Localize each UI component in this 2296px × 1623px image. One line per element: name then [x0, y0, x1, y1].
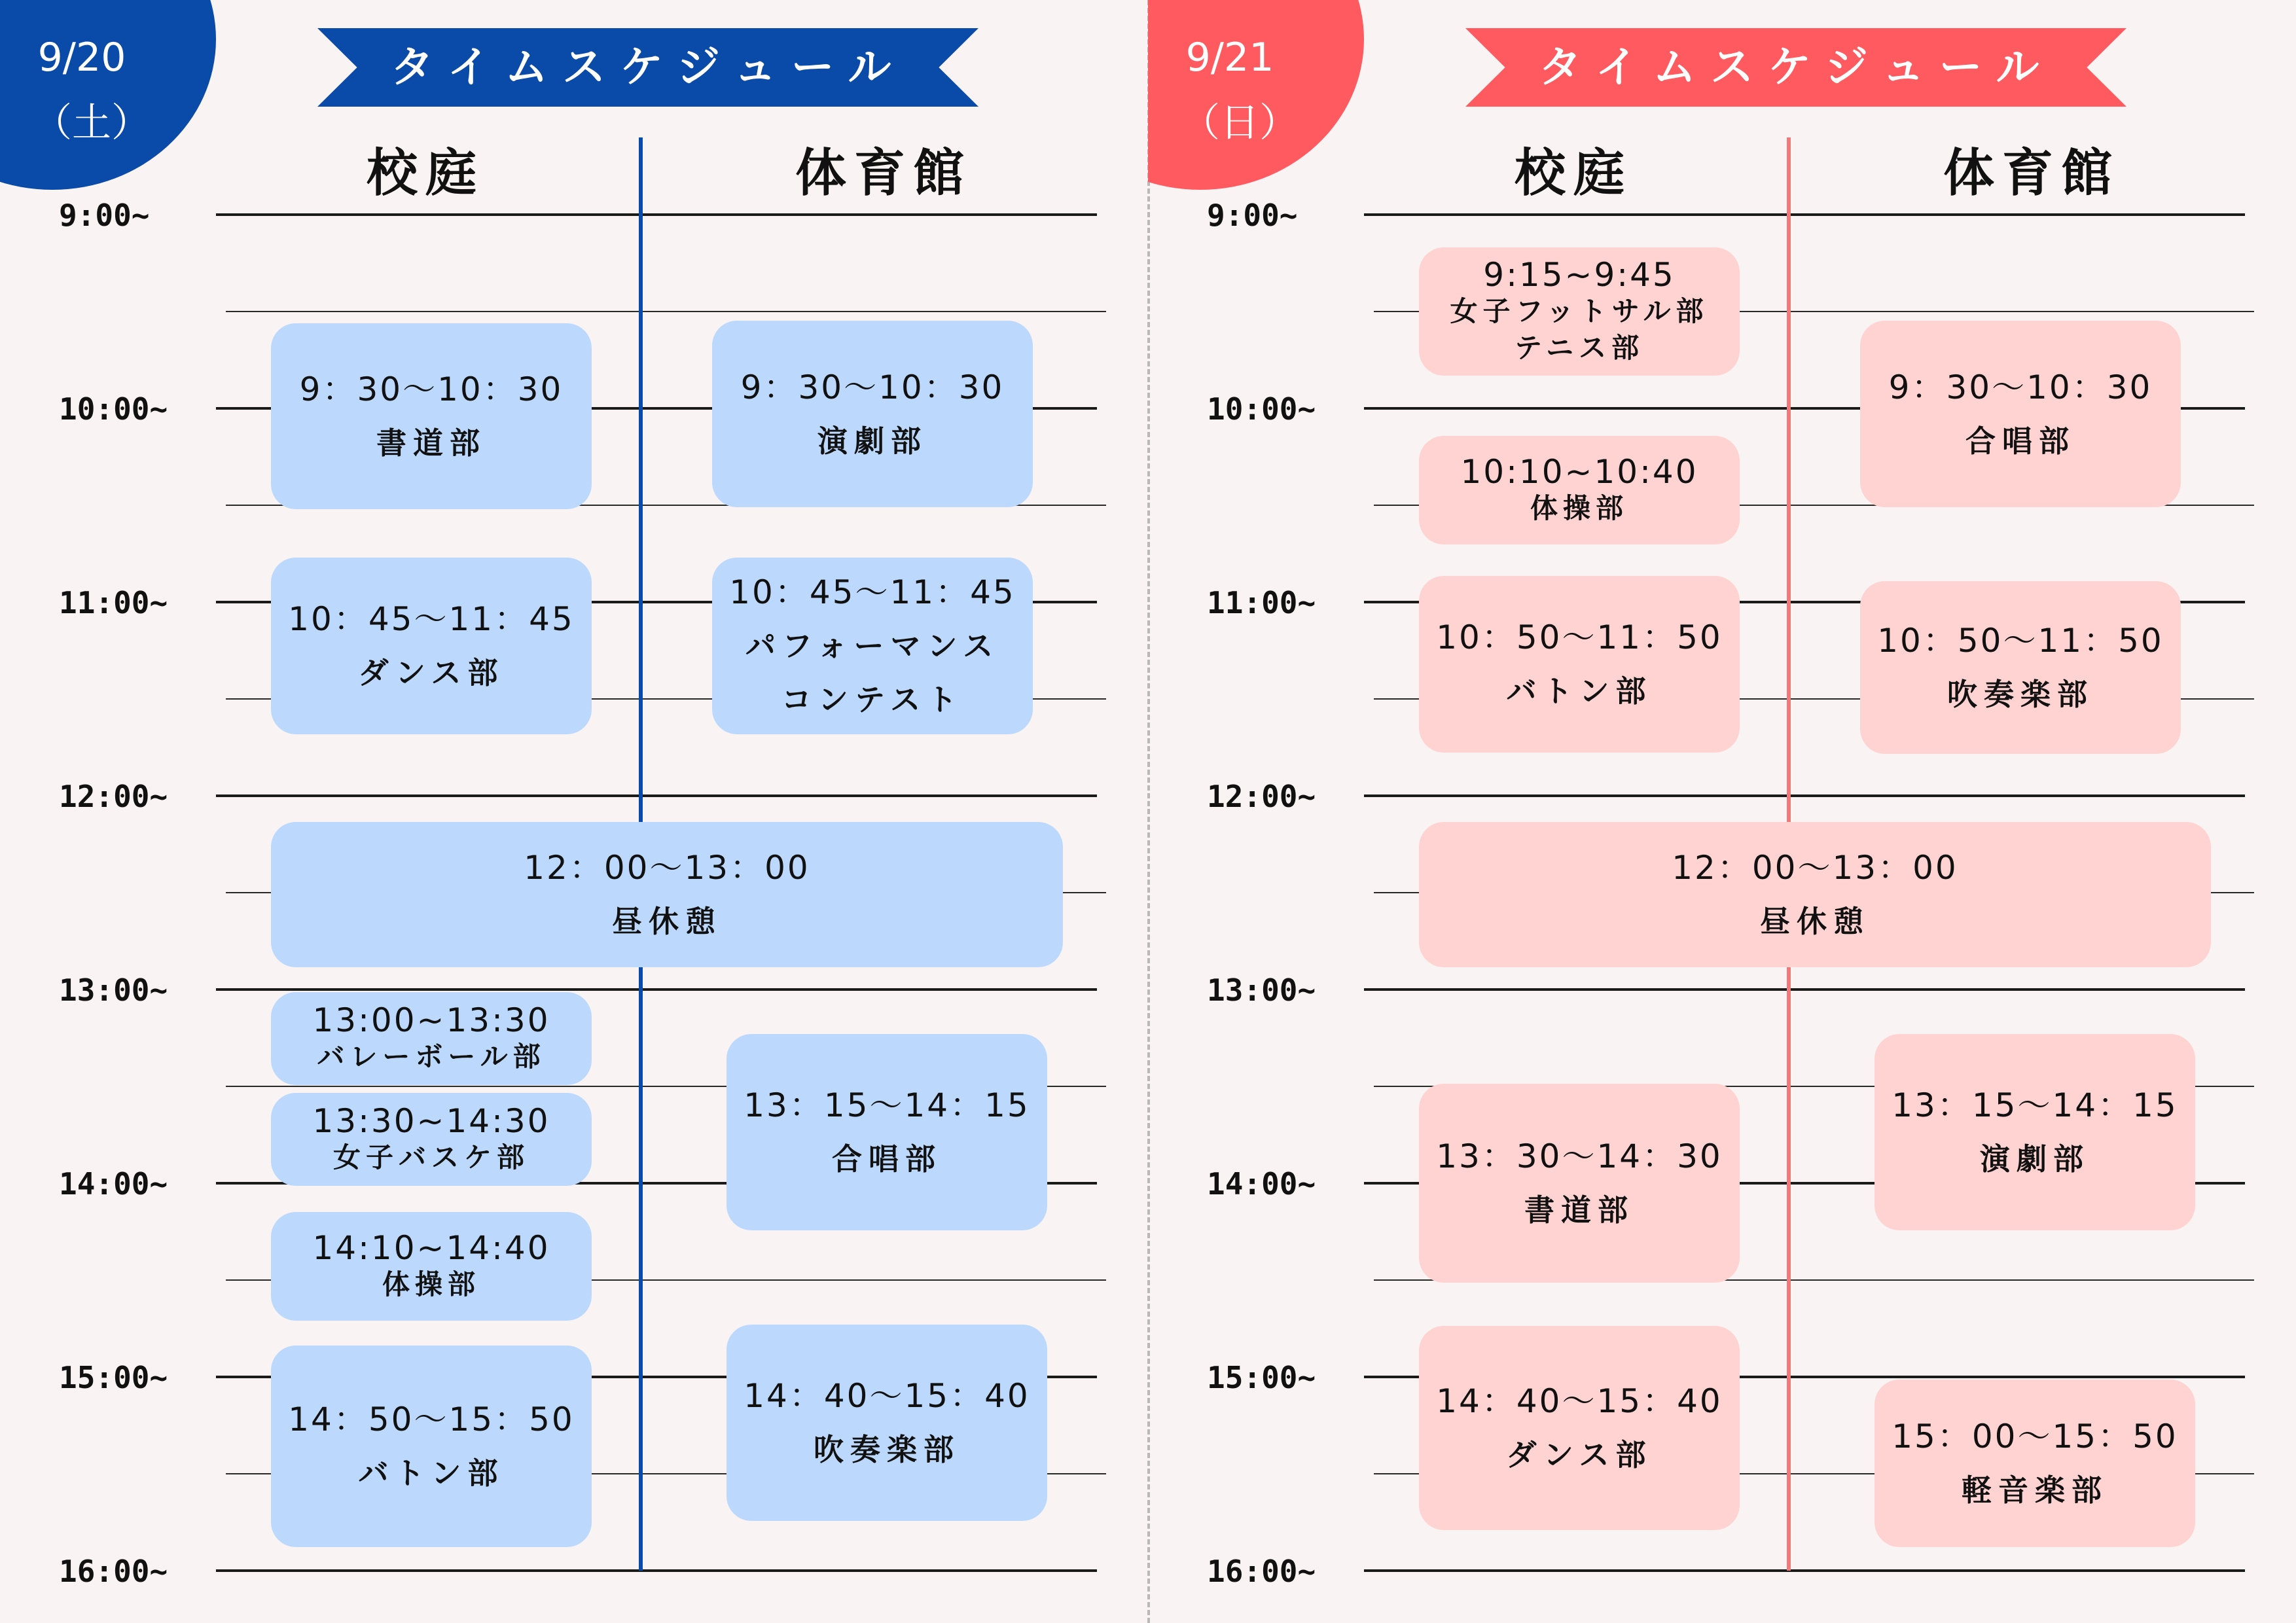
column-header-gym: 体育館 — [795, 143, 973, 203]
event-time: 14：50〜15：50 — [288, 1400, 575, 1438]
event-block — [1860, 321, 2181, 507]
event-name: 女子バスケ部 — [332, 1141, 529, 1173]
time-label: 15:00~ — [1207, 1360, 1316, 1395]
event-block — [1419, 247, 1740, 376]
event-name: 吹奏楽部 — [1947, 677, 2094, 712]
event-block — [726, 1034, 1047, 1230]
event-block — [1874, 1380, 2195, 1547]
date-badge — [33, 25, 151, 156]
time-label: 12:00~ — [59, 779, 168, 814]
event-block — [1419, 436, 1740, 544]
event-block — [1419, 1326, 1740, 1530]
hour-line — [1364, 794, 2245, 797]
event-name: 合唱部 — [832, 1141, 942, 1177]
event-time: 13:00~13:30 — [312, 1001, 550, 1039]
event-time: 12：00〜13：00 — [524, 849, 810, 887]
weekday-label: （日） — [1181, 100, 1299, 146]
event-time: 10：45〜11：45 — [729, 573, 1016, 611]
event-name: 書道部 — [1524, 1192, 1634, 1228]
time-label: 14:00~ — [1207, 1166, 1316, 1202]
event-time: 14：40〜15：40 — [744, 1377, 1030, 1415]
event-block — [271, 992, 592, 1085]
event-block — [712, 321, 1033, 507]
time-label: 16:00~ — [59, 1554, 168, 1589]
time-label: 14:00~ — [59, 1166, 168, 1202]
event-time: 13：30〜14：30 — [1436, 1137, 1723, 1175]
event-name: 吹奏楽部 — [814, 1432, 960, 1467]
event-block — [271, 1212, 592, 1321]
event-name: 女子フットサル部 — [1450, 295, 1709, 327]
time-label: 9:00~ — [1207, 198, 1298, 233]
event-time: 10：50〜11：50 — [1877, 622, 2164, 660]
time-label: 13:00~ — [1207, 972, 1316, 1008]
hour-line — [216, 794, 1097, 797]
event-name: 演劇部 — [1980, 1141, 2090, 1177]
time-label: 10:00~ — [59, 391, 168, 427]
event-name: パフォーマンス — [745, 628, 1000, 664]
banner-title: タイムスケジュール — [390, 42, 906, 92]
event-block — [271, 1093, 592, 1186]
time-label: 10:00~ — [1207, 391, 1316, 427]
event-block — [712, 558, 1033, 734]
event-time: 9：30〜10：30 — [740, 368, 1005, 406]
event-block — [1419, 1084, 1740, 1283]
time-label: 12:00~ — [1207, 779, 1316, 814]
weekday-label: （土） — [33, 100, 151, 146]
event-name: 演劇部 — [817, 423, 927, 459]
event-name: 合唱部 — [1965, 423, 2075, 459]
event-time: 13:30~14:30 — [312, 1102, 550, 1140]
half-hour-line — [226, 311, 1106, 312]
event-name: 体操部 — [1530, 492, 1628, 524]
event-name: バトン部 — [1506, 673, 1653, 709]
event-time: 14：40〜15：40 — [1436, 1382, 1723, 1420]
hour-line — [216, 988, 1097, 991]
schedule-panel-day2 — [1148, 0, 2296, 1623]
hour-line — [216, 1569, 1097, 1572]
time-label: 16:00~ — [1207, 1554, 1316, 1589]
event-name: バトン部 — [358, 1455, 505, 1491]
event-time: 13：15〜14：15 — [1892, 1086, 2178, 1124]
event-name: 軽音楽部 — [1962, 1472, 2108, 1508]
column-header-yard: 校庭 — [1515, 143, 1633, 203]
column-header-gym: 体育館 — [1943, 143, 2121, 203]
event-time: 13：15〜14：15 — [744, 1086, 1030, 1124]
hour-line — [1364, 988, 2245, 991]
time-label: 11:00~ — [1207, 585, 1316, 620]
event-time: 9:15~9:45 — [1483, 256, 1676, 294]
event-block — [726, 1325, 1047, 1521]
event-name: バレーボール部 — [317, 1041, 546, 1073]
time-label: 13:00~ — [59, 972, 168, 1008]
banner-title: タイムスケジュール — [1538, 42, 2054, 92]
event-time: 9：30〜10：30 — [299, 370, 564, 408]
event-time: 12：00〜13：00 — [1672, 849, 1958, 887]
column-header-yard: 校庭 — [367, 143, 485, 203]
event-name: ダンス部 — [1506, 1437, 1653, 1472]
event-time: 10:10~10:40 — [1460, 453, 1698, 491]
hour-line — [1364, 213, 2245, 216]
event-name: 体操部 — [382, 1268, 480, 1300]
event-name: 書道部 — [376, 425, 486, 461]
hour-line — [1364, 1569, 2245, 1572]
event-block — [271, 558, 592, 734]
date-badge — [1181, 25, 1299, 156]
time-label: 9:00~ — [59, 198, 150, 233]
event-block — [271, 1346, 592, 1547]
event-time: 14:10~14:40 — [312, 1229, 550, 1267]
event-block — [1874, 1034, 2195, 1230]
event-name-line2: テニス部 — [1514, 332, 1645, 364]
event-time: 10：45〜11：45 — [288, 600, 575, 638]
event-name: 昼休憩 — [1760, 904, 1870, 939]
event-time: 10：50〜11：50 — [1436, 618, 1723, 656]
time-label: 15:00~ — [59, 1360, 168, 1395]
event-name: ダンス部 — [358, 655, 505, 690]
date-label: 9/21 — [1185, 35, 1274, 80]
event-block — [1419, 576, 1740, 753]
event-block-lunch — [271, 822, 1063, 967]
date-label: 9/20 — [37, 35, 126, 80]
event-name: 昼休憩 — [612, 904, 722, 939]
event-block — [1860, 581, 2181, 754]
event-name-line2: コンテスト — [781, 682, 964, 717]
time-label: 11:00~ — [59, 585, 168, 620]
event-block-lunch — [1419, 822, 2211, 967]
event-time: 9：30〜10：30 — [1888, 368, 2153, 406]
event-block — [271, 323, 592, 509]
hour-line — [216, 213, 1097, 216]
event-time: 15：00〜15：50 — [1892, 1418, 2178, 1455]
